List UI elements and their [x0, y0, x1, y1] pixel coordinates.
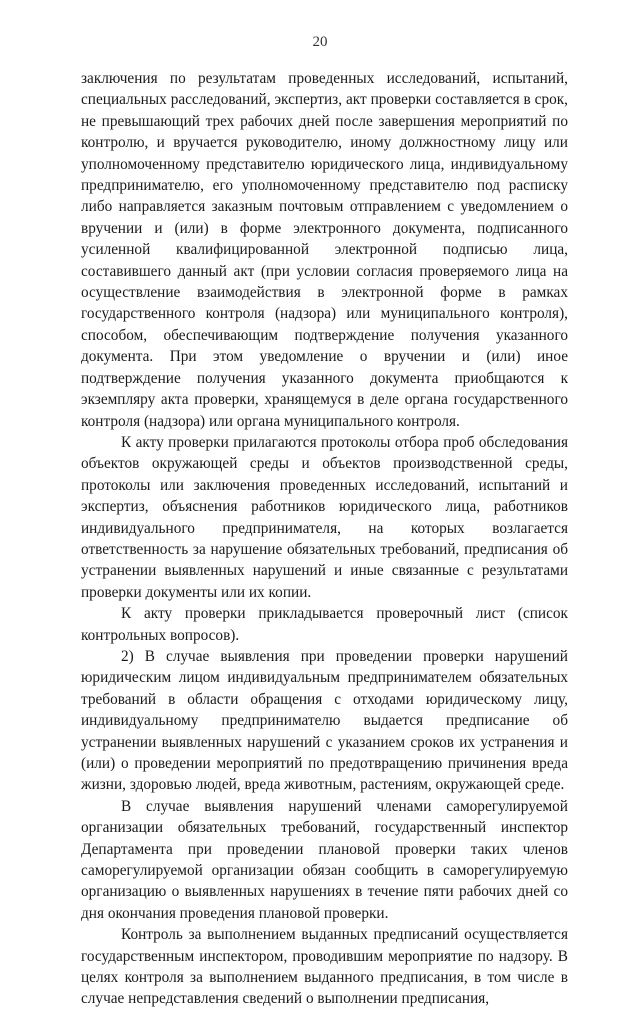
paragraph-act-attachments: К акту проверки прилагаются протоколы отбора проб обследования объектов окружающей среды и объектов производственной среды, протоколы или заключения проведенных исследований, испытаний и экспертиз, объяснения работников юридического лица, работников индивидуального предпринимателя, на которых возлагается ответственность за нарушение обязательных требований, предписания об устранении выявленных нарушений и иные связанные с результатами проверки документы или их копии.	[81, 433, 568, 601]
paragraph-self-regulatory: В случае выявления нарушений членами саморегулируемой организации обязательных требований, государственный инспектор Департамента при проведении плановой проверки таких членов саморегулируемой организации обязан сообщить в саморегулируемую организацию о выявленных нарушениях в течение пяти рабочих дней со дня окончания проведения плановой проверки.	[81, 797, 568, 922]
paragraph-act-delivery: заключения по результатам проведенных исследований, испытаний, специальных расследований, экспертиз, акт проверки составляется в срок, не превышающий трех рабочих дней после завершения мероприятий по контролю, и вручается руководителю, иному должностному лицу или уполномоченному представителю юридического лица, индивидуальному предпринимателю, его уполномоченному представителю под расписку либо направляется заказным почтовым отправлением с уведомлением о вручении и (или) в форме электронного документа, подписанного усиленной квалифицированной электронной подписью лица, составившего данный акт (при условии согласия проверяемого лица на осуществление взаимодействия в электронной форме в рамках государственного контроля (надзора) или муниципального контроля), способом, обеспечивающим подтверждение получения указанного документа. При этом уведомление о вручении и (или) иное подтверждение получения указанного документа приобщаются к экземпляру акта проверки, хранящемуся в деле органа государственного контроля (надзора) или органа муниципального контроля.	[81, 70, 568, 430]
paragraph-violation-order: 2) В случае выявления при проведении проверки нарушений юридическим лицом индивидуальным предпринимателем обязательных требований в области обращения с отходами юридическому лицу, индивидуальному предпринимателю выдается предписание об устранении выявленных нарушений с указанием сроков их устранения и (или) о проведении мероприятий по предотвращению причинения вреда жизни, здоровью людей, вреда животным, растениям, окружающей среде.	[81, 647, 568, 794]
paragraph-checklist: К акту проверки прикладывается проверочный лист (список контрольных вопросов).	[81, 605, 568, 644]
body-text	[81, 68, 568, 1010]
page-number: 20	[312, 34, 328, 50]
paragraph-order-control: Контроль за выполнением выданных предписаний осуществляется государственным инспектором, проводившим мероприятие по надзору. В целях контроля за выполнением выданного предписания, в том числе в случае непредставления сведений о выполнении предписания,	[81, 926, 568, 1008]
